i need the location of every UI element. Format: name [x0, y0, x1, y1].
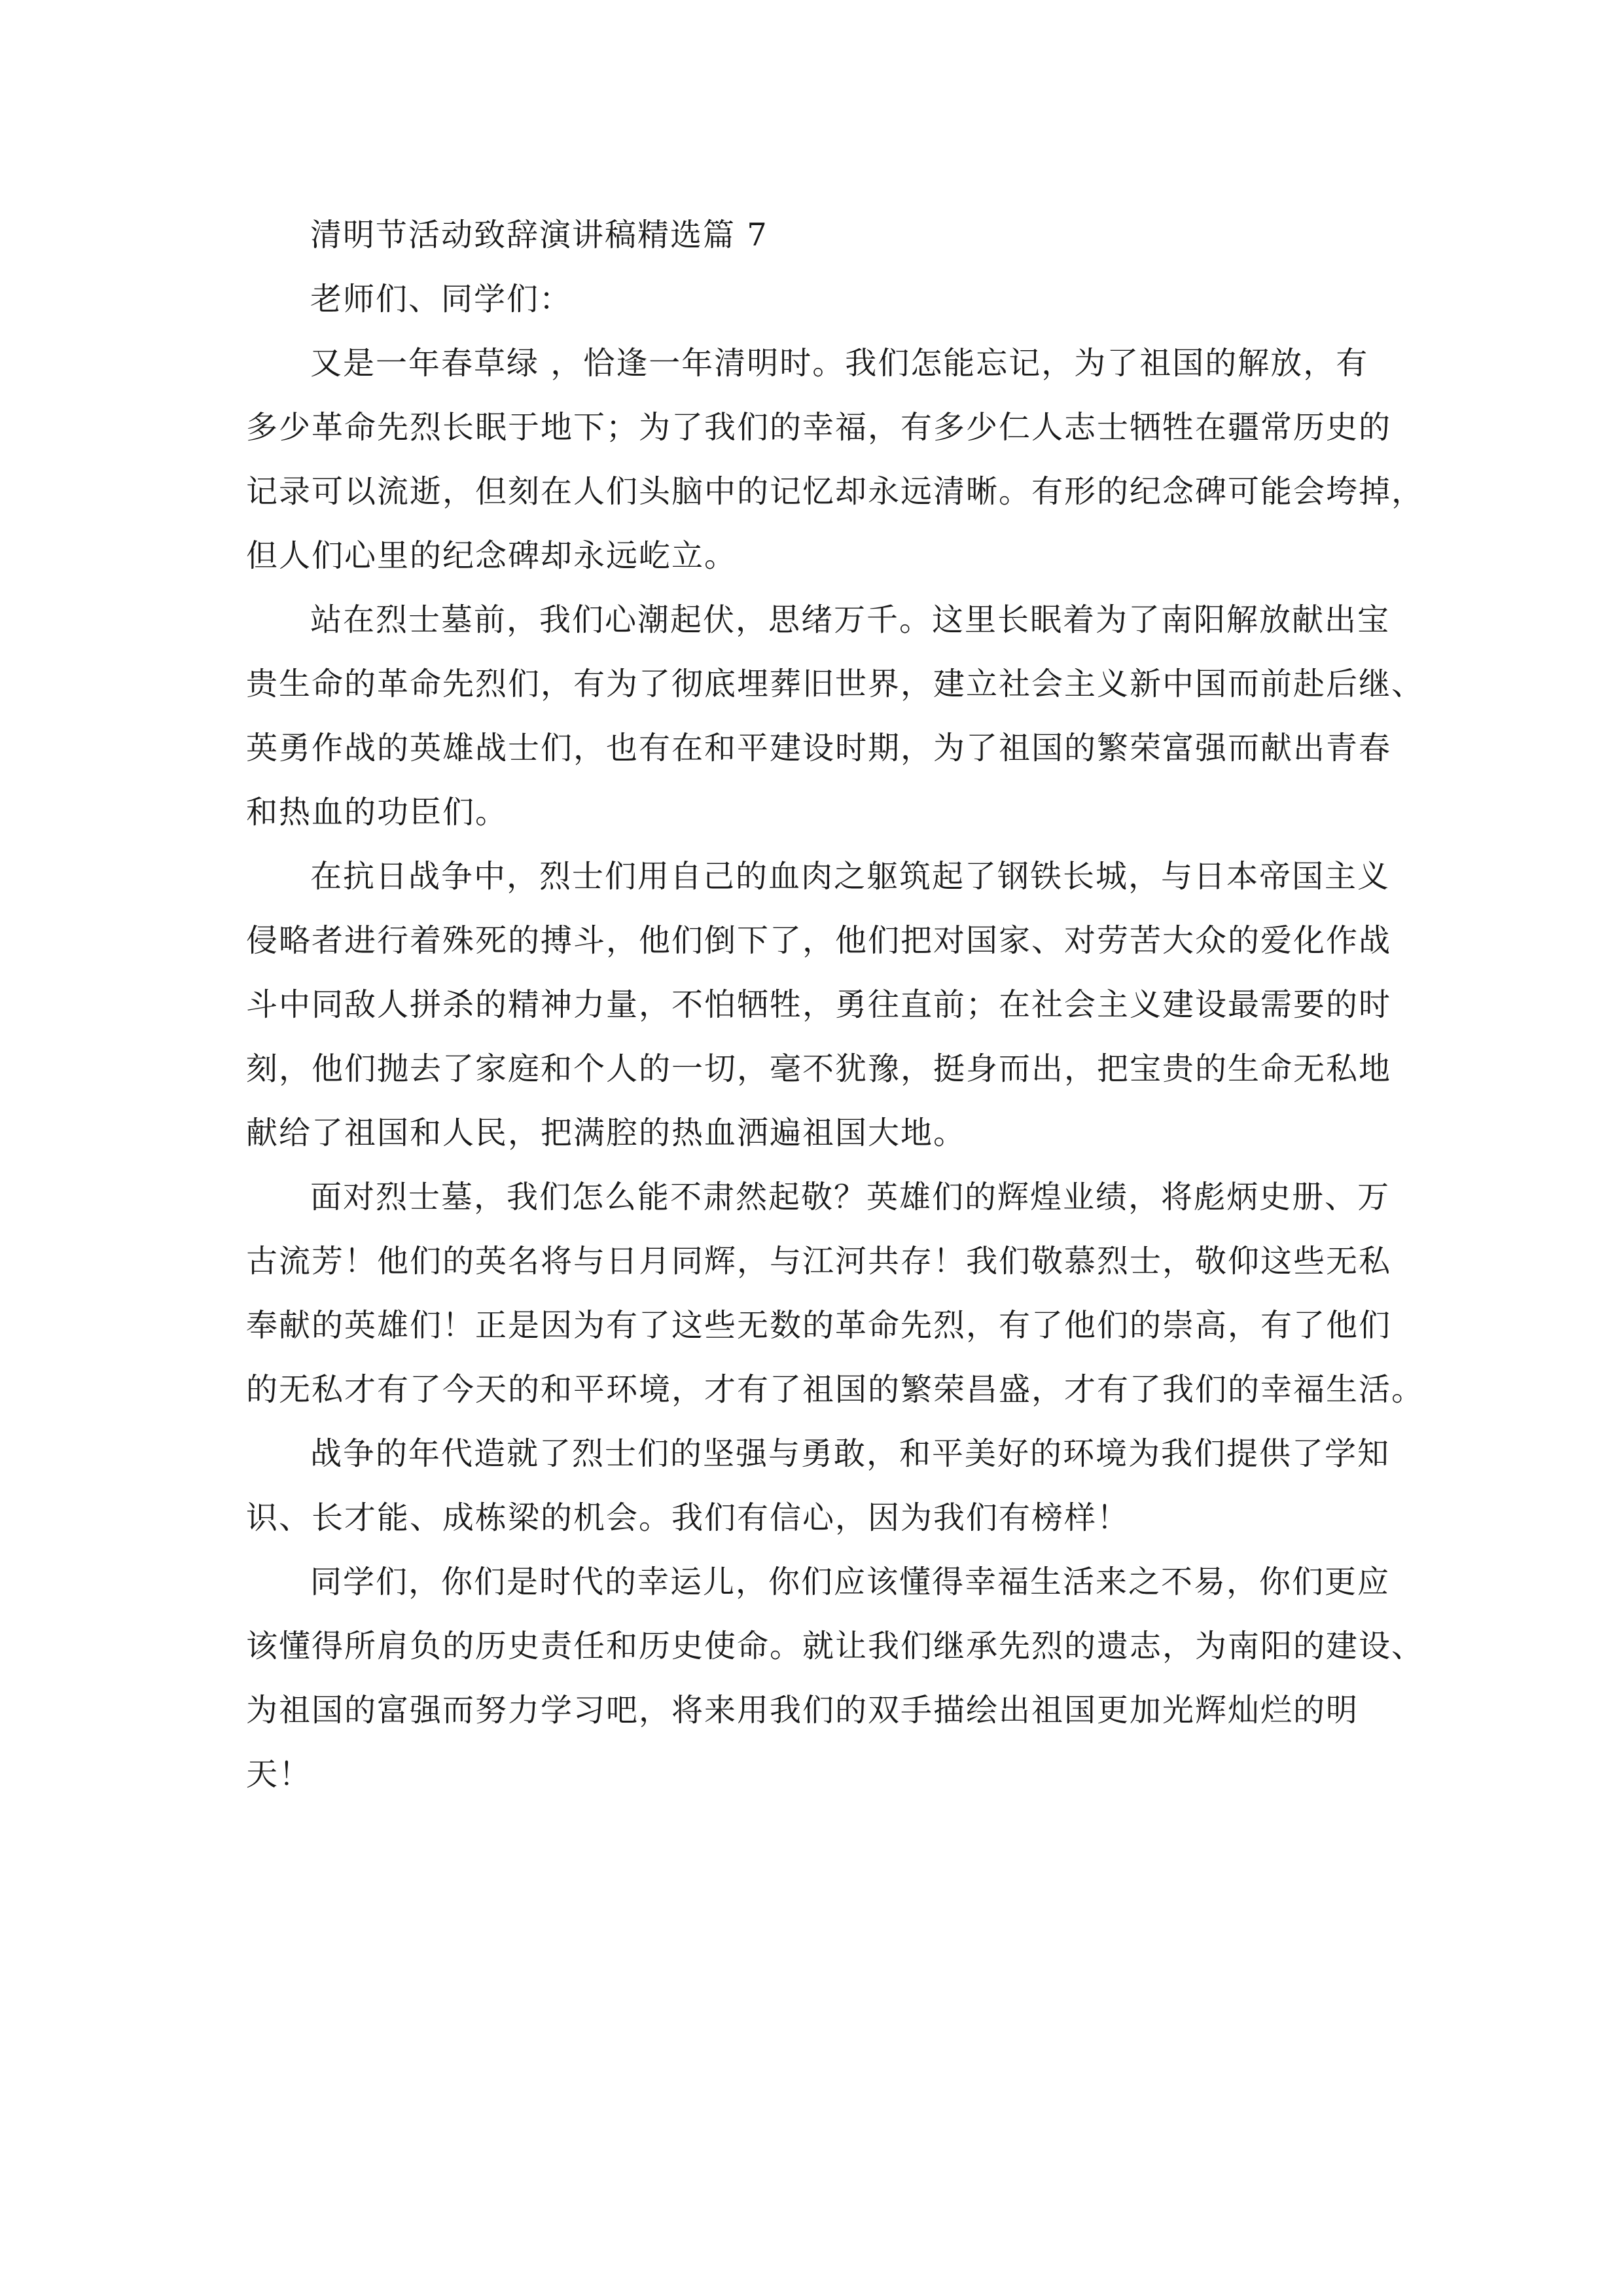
paragraph-line: 但人们心里的纪念碑却永远屹立。 — [246, 537, 738, 574]
paragraph — [246, 1165, 1425, 1422]
paragraph-line: 的无私才有了今天的和平环境，才有了祖国的繁荣昌盛，才有了我们的幸福生活。 — [246, 1371, 1425, 1408]
paragraph-line: 战争的年代造就了烈士们的坚强与勇敢，和平美好的环境为我们提供了学知 — [310, 1435, 1391, 1472]
paragraph-line: 刻，他们抛去了家庭和个人的一切，毫不犹豫，挺身而出，把宝贵的生命无私地 — [246, 1050, 1392, 1087]
paragraph-line: 站在烈士墓前，我们心潮起伏，思绪万千。这里长眠着为了南阳解放献出宝 — [310, 601, 1391, 638]
paragraph-line: 面对烈士墓，我们怎么能不肃然起敬？英雄们的辉煌业绩，将彪炳史册、万 — [310, 1179, 1391, 1215]
paragraph-line: 为祖国的富强而努力学习吧，将来用我们的双手描绘出祖国更加光辉灿烂的明 — [246, 1692, 1359, 1729]
paragraph-line: 在抗日战争中，烈士们用自己的血肉之躯筑起了钢铁长城，与日本帝国主义 — [310, 858, 1391, 895]
paragraph — [246, 331, 1425, 588]
paragraph — [246, 1422, 1391, 1550]
paragraph-line: 该懂得所肩负的历史责任和历史使命。就让我们继承先烈的遗志，为南阳的建设、 — [246, 1628, 1425, 1664]
paragraph-line: 记录可以流逝，但刻在人们头脑中的记忆却永远清晰。有形的纪念碑可能会垮掉， — [246, 473, 1425, 510]
paragraph-line: 贵生命的革命先烈们，有为了彻底埋葬旧世界，建立社会主义新中国而前赴后继、 — [246, 666, 1425, 702]
greeting: 老师们、同学们： — [310, 281, 573, 317]
document-body — [246, 203, 1425, 1806]
paragraph — [246, 1550, 1425, 1806]
paragraph-list — [246, 331, 1425, 1806]
paragraph-line: 识、长才能、成栋梁的机会。我们有信心，因为我们有榜样！ — [246, 1499, 1130, 1536]
paragraph-line: 和热血的功臣们。 — [246, 794, 508, 831]
paragraph-line: 多少革命先烈长眠于地下；为了我们的幸福，有多少仁人志士牺牲在疆常历史的 — [246, 409, 1392, 446]
paragraph — [246, 844, 1392, 1165]
paragraph-line: 献给了祖国和人民，把满腔的热血洒遍祖国大地。 — [246, 1115, 967, 1151]
paragraph-line: 英勇作战的英雄战士们，也有在和平建设时期，为了祖国的繁荣富强而献出青春 — [246, 730, 1392, 766]
paragraph-line: 奉献的英雄们！正是因为有了这些无数的革命先烈，有了他们的崇高，有了他们 — [246, 1307, 1392, 1344]
paragraph-line: 天！ — [246, 1756, 312, 1793]
paragraph-line: 古流芳！他们的英名将与日月同辉，与江河共存！我们敬慕烈士，敬仰这些无私 — [246, 1243, 1392, 1280]
paragraph — [246, 588, 1425, 844]
paragraph-line: 又是一年春草绿 ，恰逢一年清明时。我们怎能忘记，为了祖国的解放，有 — [310, 345, 1369, 382]
paragraph-line: 斗中同敌人拼杀的精神力量，不怕牺牲，勇往直前；在社会主义建设最需要的时 — [246, 986, 1392, 1023]
document-title: 清明节活动致辞演讲稿精选篇 7 — [310, 217, 768, 253]
paragraph-line: 侵略者进行着殊死的搏斗，他们倒下了，他们把对国家、对劳苦大众的爱化作战 — [246, 922, 1392, 959]
paragraph-line: 同学们，你们是时代的幸运儿，你们应该懂得幸福生活来之不易，你们更应 — [310, 1564, 1391, 1600]
